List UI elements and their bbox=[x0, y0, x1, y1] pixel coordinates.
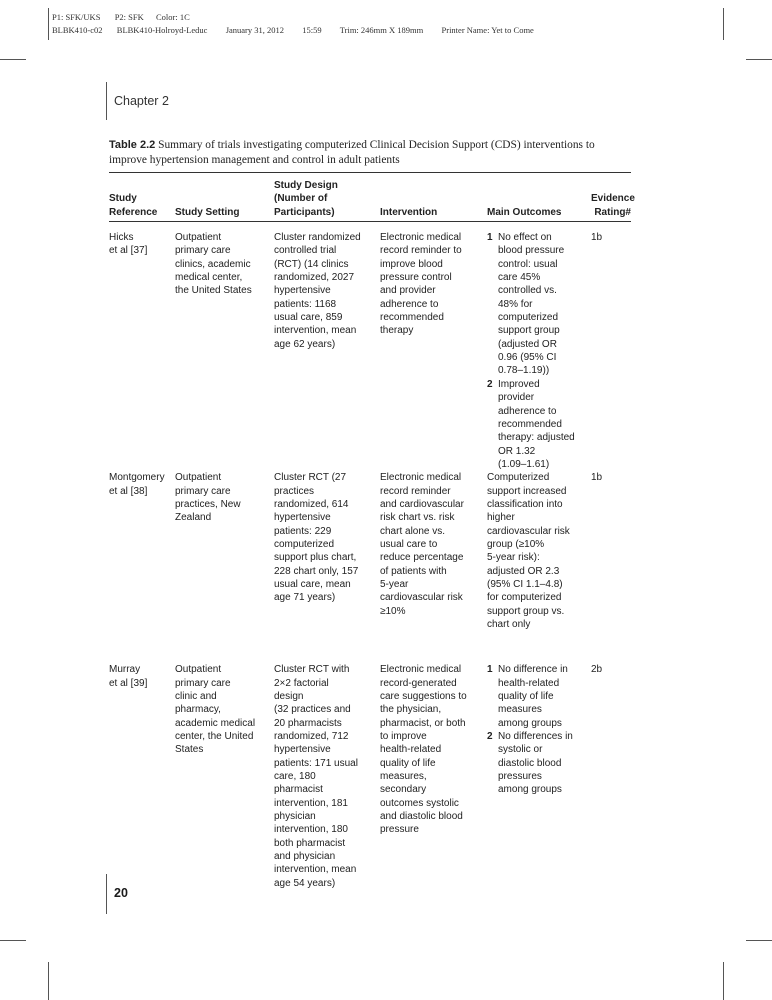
cell-rating: 2b bbox=[591, 664, 603, 676]
cell-intervention: Electronic medical record reminder and cardiovascular risk chart vs. risk chart alone vs. usual care to reduce percentage of patients with 5-year cardiovascular risk ≥10% bbox=[380, 472, 464, 617]
table-caption bbox=[109, 138, 625, 167]
table-row bbox=[109, 471, 631, 663]
print-header-p2: P2: SFK bbox=[114, 12, 144, 22]
header-study-reference: Study Reference bbox=[109, 193, 158, 218]
crop-mark bbox=[723, 8, 724, 40]
cell-setting: Outpatient primary care clinics, academic medical center, the United States bbox=[175, 232, 252, 297]
cell-rating: 1b bbox=[591, 232, 603, 244]
table-row bbox=[109, 224, 631, 471]
outcome-item: 1 No effect on blood pressure control: usual care 45% controlled vs. 48% for computerized support group (adjusted OR 0.96 (95% CI 0.78–1.19)) bbox=[487, 232, 565, 377]
crop-mark bbox=[746, 940, 772, 941]
page-number: 20 bbox=[114, 886, 128, 900]
cell-intervention: Electronic medical record-generated care suggestions to the physician, pharmacist, or both to improve health-related quality of life measures, secondary outcomes systolic and diastolic blood pressure bbox=[380, 664, 467, 836]
outcome-item: 2 Improved provider adherence to recommended therapy: adjusted OR 1.32 (1.09–1.61) bbox=[487, 378, 575, 470]
crop-mark bbox=[48, 962, 49, 1000]
cell-rating: 1b bbox=[591, 472, 603, 484]
header-study-design: Study Design (Number of Participants) bbox=[274, 180, 338, 218]
print-header-time: 15:59 bbox=[302, 25, 322, 35]
cell-intervention: Electronic medical record reminder to improve blood pressure control and provider adherence to recommended therapy bbox=[380, 232, 462, 337]
cell-reference: Murray et al [39] bbox=[109, 664, 148, 689]
table-top-rule bbox=[109, 172, 631, 173]
print-header-printer: Printer Name: Yet to Come bbox=[441, 25, 534, 35]
crop-mark bbox=[746, 59, 772, 60]
print-header-date: January 31, 2012 bbox=[225, 25, 284, 35]
cell-outcomes bbox=[487, 663, 591, 890]
cell-outcomes bbox=[487, 224, 591, 471]
cell-setting: Outpatient primary care clinic and pharmacy, academic medical center, the United States bbox=[175, 664, 256, 756]
header-intervention: Intervention bbox=[380, 206, 438, 218]
print-header-book: BLBK410-Holroyd-Leduc bbox=[116, 25, 208, 35]
print-header-trim: Trim: 246mm X 189mm bbox=[339, 25, 424, 35]
outcome-item: Computerized support increased classification into higher cardiovascular risk group (≥10% 5-year risk): adjusted OR 2.3 (95% CI 1.1–4.8) for computerized support group vs. chart only bbox=[487, 472, 570, 630]
header-study-setting: Study Setting bbox=[175, 206, 240, 218]
outcome-item: 2 No differences in systolic or diastolic blood pressures among groups bbox=[487, 730, 573, 796]
header-main-outcomes: Main Outcomes bbox=[487, 206, 562, 218]
crop-mark bbox=[48, 8, 49, 40]
running-head: Chapter 2 bbox=[114, 94, 169, 108]
trials-table bbox=[109, 179, 635, 890]
crop-mark bbox=[723, 962, 724, 1000]
print-header-line2 bbox=[52, 24, 534, 36]
print-header-chapter-code: BLBK410-c02 bbox=[52, 25, 103, 35]
print-header-line1 bbox=[52, 11, 190, 23]
page-number-rule bbox=[106, 874, 107, 914]
running-head-rule bbox=[106, 82, 107, 120]
cell-reference: Montgomery et al [38] bbox=[109, 472, 165, 497]
cell-outcomes bbox=[487, 471, 591, 663]
cell-design: Cluster RCT (27 practices randomized, 614 hypertensive patients: 229 computerized support plus chart, 228 chart only, 157 usual care, mean age 71 years) bbox=[274, 472, 359, 604]
table-caption-label: Table 2.2 bbox=[109, 139, 156, 151]
outcome-item: 1 No difference in health-related quality of life measures among groups bbox=[487, 664, 568, 729]
header-evidence-rating: Evidence Rating# bbox=[591, 193, 635, 218]
print-header-color: Color: 1C bbox=[156, 12, 190, 22]
cell-design: Cluster RCT with 2×2 factorial design (32 practices and 20 pharmacists randomized, 712 hypertensive patients: 171 usual care, 180 pharmacist intervention, 181 physician intervention, 180 both pharmacist and physician intervention, mean age 54 years) bbox=[274, 664, 358, 889]
print-header-p1: P1: SFK/UKS bbox=[52, 12, 101, 22]
crop-mark bbox=[0, 59, 26, 60]
cell-design: Cluster randomized controlled trial (RCT) (14 clinics randomized, 2027 hypertensive patients: 1168 usual care, 859 intervention, mean age 62 years) bbox=[274, 232, 361, 350]
cell-setting: Outpatient primary care practices, New Zealand bbox=[175, 472, 241, 524]
table-caption-text: Summary of trials investigating computerized Clinical Decision Support (CDS) interventions to improve hypertension management and control in adult patients bbox=[109, 139, 595, 166]
cell-reference: Hicks et al [37] bbox=[109, 232, 148, 257]
table-row bbox=[109, 663, 631, 890]
crop-mark bbox=[0, 940, 26, 941]
table-header-row bbox=[109, 179, 631, 224]
